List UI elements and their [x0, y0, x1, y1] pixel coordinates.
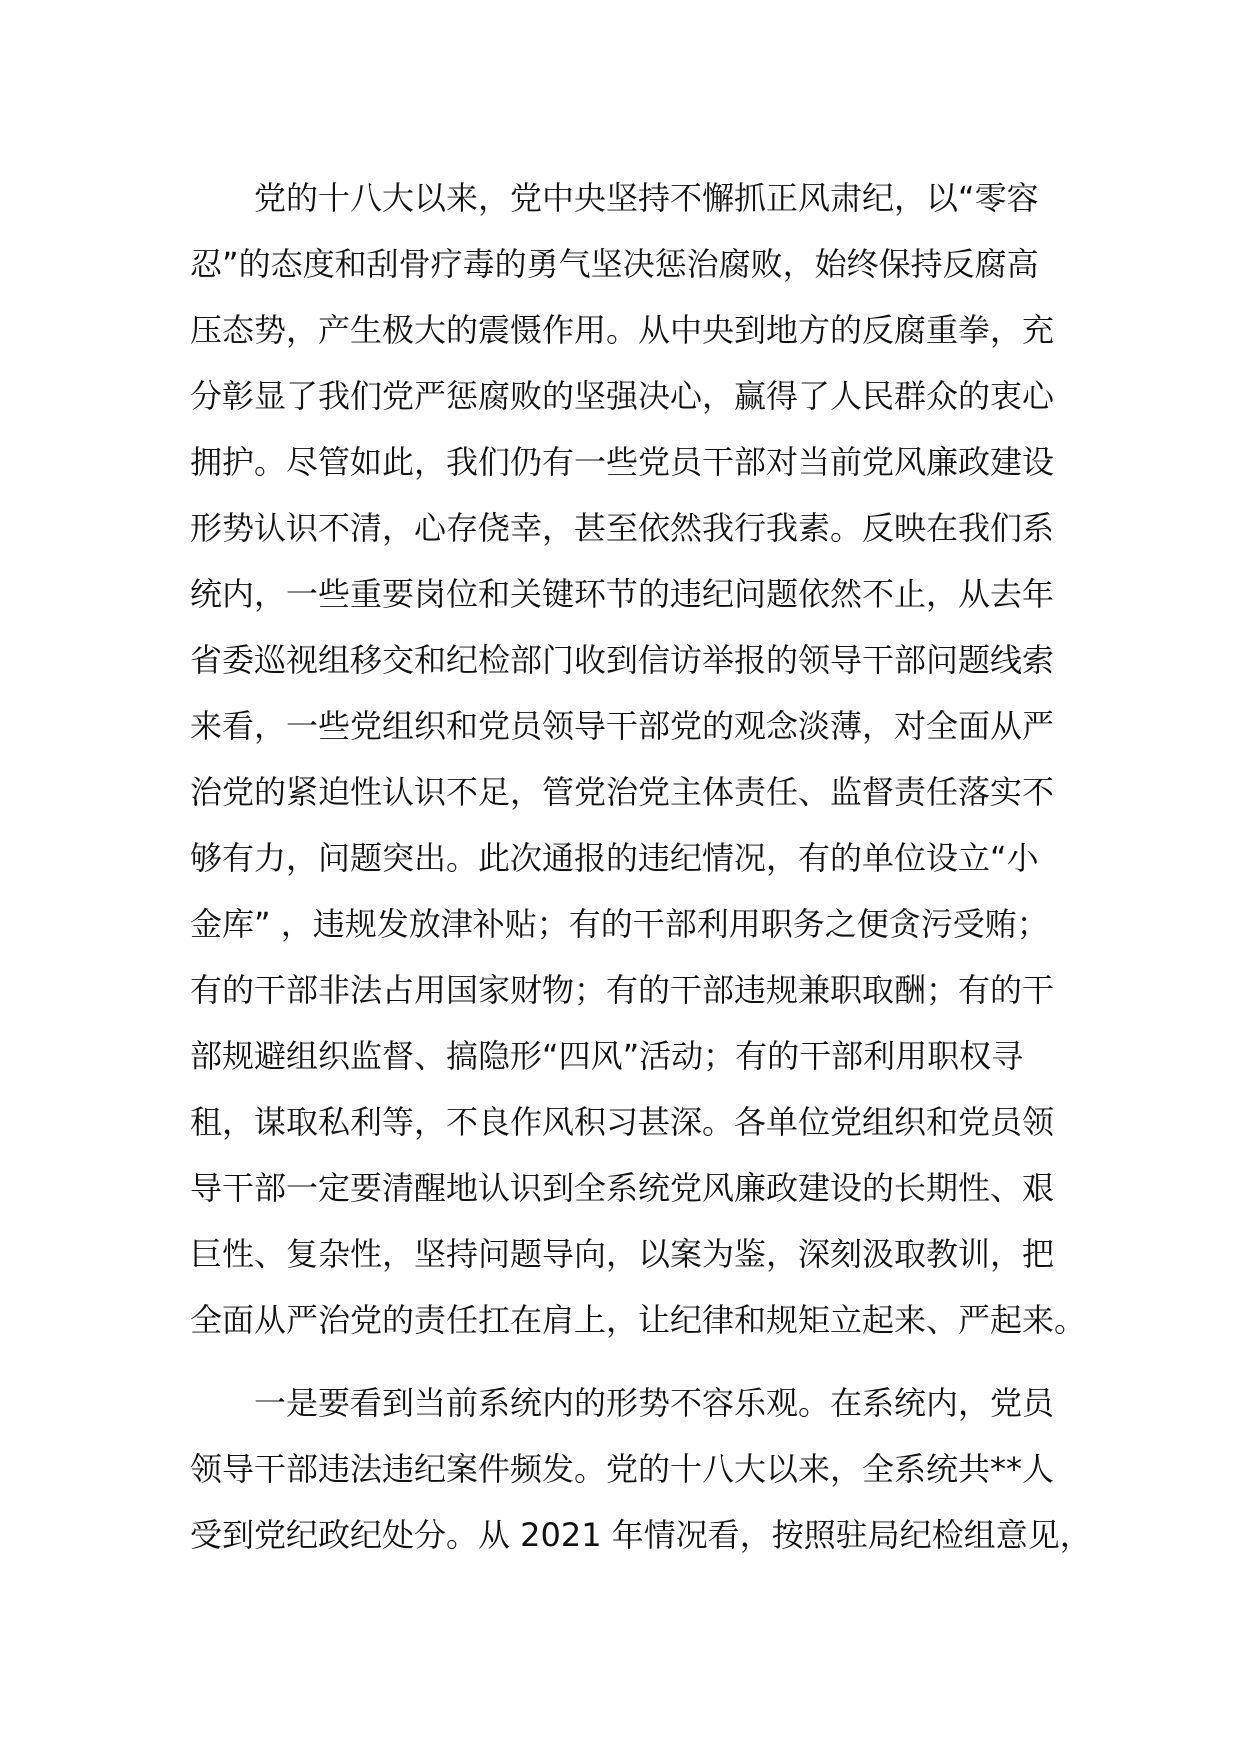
- paragraph-1: [190, 165, 1087, 1353]
- text-line: 部规避组织监督、搞隐形“四风”活动；有的干部利用职权寻: [190, 1037, 1024, 1075]
- text-line: 巨性、复杂性，坚持问题导向，以案为鉴，深刻汲取教训，把: [190, 1235, 1055, 1273]
- text-line: 统内，一些重要岗位和关键环节的违纪问题依然不止，从去年: [190, 575, 1055, 613]
- text-line: 来看，一些党组织和党员领导干部党的观念淡薄，对全面从严: [190, 707, 1055, 745]
- text-line: 拥护。尽管如此，我们仍有一些党员干部对当前党风廉政建设: [190, 443, 1055, 481]
- paragraph-2: [190, 1370, 1092, 1568]
- text-line: 忍”的态度和刮骨疗毒的勇气坚决惩治腐败，始终保持反腐高: [190, 245, 1039, 283]
- text-line: 党的十八大以来，党中央坚持不懈抓正风肃纪，以“零容: [254, 179, 1039, 217]
- text-line: 形势认识不清，心存侥幸，甚至依然我行我素。反映在我们系: [190, 509, 1055, 547]
- text-line: 租，谋取私利等，不良作风积习甚深。各单位党组织和党员领: [190, 1103, 1055, 1141]
- text-line: 分彰显了我们党严惩腐败的坚强决心，赢得了人民群众的衷心: [190, 377, 1055, 415]
- text-line: 一是要看到当前系统内的形势不容乐观。在系统内，党员: [254, 1384, 1055, 1422]
- text-line: 治党的紧迫性认识不足，管党治党主体责任、监督责任落实不: [190, 773, 1055, 811]
- text-line: 金库” ，违规发放津补贴；有的干部利用职务之便贪污受贿；: [190, 905, 1049, 943]
- text-line: 有的干部非法占用国家财物；有的干部违规兼职取酬；有的干: [190, 971, 1055, 1009]
- text-line: 够有力，问题突出。此次通报的违纪情况，有的单位设立“小: [190, 839, 1039, 877]
- text-line: 领导干部违法违纪案件频发。党的十八大以来，全系统共**人: [190, 1450, 1055, 1488]
- text-line: 受到党纪政纪处分。从 2021 年情况看，按照驻局纪检组意见，: [190, 1516, 1092, 1554]
- text-line: 全面从严治党的责任扛在肩上，让纪律和规矩立起来、严起来。: [190, 1301, 1087, 1339]
- text-line: 压态势，产生极大的震慑作用。从中央到地方的反腐重拳，充: [190, 311, 1055, 349]
- text-line: 省委巡视组移交和纪检部门收到信访举报的领导干部问题线索: [190, 641, 1055, 679]
- text-line: 导干部一定要清醒地认识到全系统党风廉政建设的长期性、艰: [190, 1169, 1055, 1207]
